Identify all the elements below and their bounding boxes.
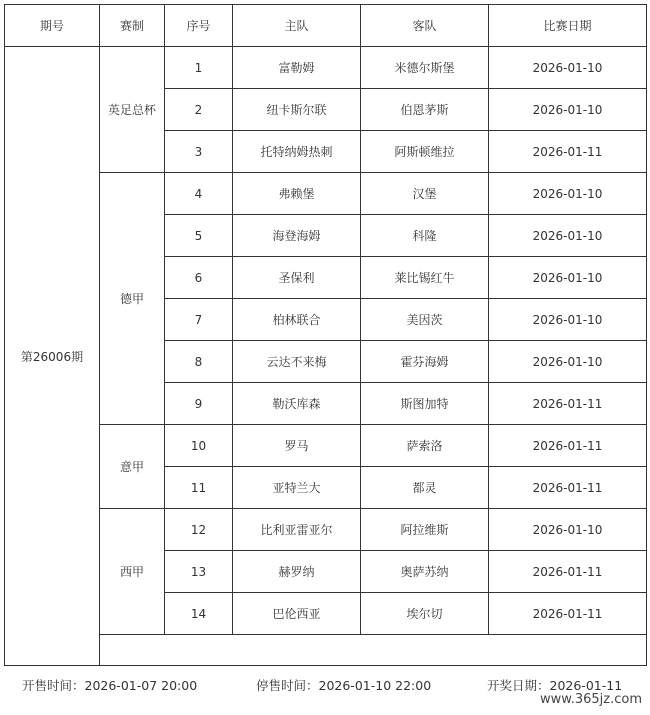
match-index: 5 [165,215,233,257]
away-team: 莱比锡红牛 [361,257,489,299]
home-team: 亚特兰大 [233,467,361,509]
home-team: 纽卡斯尔联 [233,89,361,131]
match-index: 12 [165,509,233,551]
header-away: 客队 [361,5,489,47]
away-team: 斯图加特 [361,383,489,425]
away-team: 霍芬海姆 [361,341,489,383]
away-team: 阿斯顿维拉 [361,131,489,173]
away-team: 米德尔斯堡 [361,47,489,89]
match-index: 7 [165,299,233,341]
match-date: 2026-01-10 [489,89,647,131]
watermark: www.365jz.com [540,692,642,707]
match-date: 2026-01-10 [489,341,647,383]
home-team: 海登海姆 [233,215,361,257]
match-row [5,47,647,89]
period-cell: 第26006期 [5,47,100,666]
home-team: 柏林联合 [233,299,361,341]
sale-start-time: 开售时间：2026-01-07 20:00 [22,678,198,693]
competition-cell: 德甲 [100,173,165,425]
match-date: 2026-01-11 [489,467,647,509]
away-team: 汉堡 [361,173,489,215]
match-date: 2026-01-10 [489,257,647,299]
sale-stop-time: 停售时间：2026-01-10 22:00 [256,678,432,693]
competition-cell: 意甲 [100,425,165,509]
home-team: 圣保利 [233,257,361,299]
competition-cell: 英足总杯 [100,47,165,173]
competition-cell: 西甲 [100,509,165,635]
match-date: 2026-01-11 [489,593,647,635]
home-team: 云达不来梅 [233,341,361,383]
draw-date: 开奖日期：2026-01-11 [487,678,623,693]
match-index: 3 [165,131,233,173]
match-date: 2026-01-10 [489,173,647,215]
away-team: 都灵 [361,467,489,509]
home-team: 弗赖堡 [233,173,361,215]
blank-cell [100,635,647,666]
away-team: 美因茨 [361,299,489,341]
match-index: 10 [165,425,233,467]
match-index: 8 [165,341,233,383]
header-home: 主队 [233,5,361,47]
home-team: 罗马 [233,425,361,467]
match-row [5,425,647,467]
match-index: 2 [165,89,233,131]
away-team: 埃尔切 [361,593,489,635]
match-date: 2026-01-11 [489,383,647,425]
match-index: 1 [165,47,233,89]
match-index: 9 [165,383,233,425]
match-index: 11 [165,467,233,509]
match-date: 2026-01-10 [489,509,647,551]
header-date: 比赛日期 [489,5,647,47]
home-team: 勒沃库森 [233,383,361,425]
away-team: 伯恩茅斯 [361,89,489,131]
away-team: 萨索洛 [361,425,489,467]
match-date: 2026-01-10 [489,47,647,89]
header-competition: 赛制 [100,5,165,47]
match-date: 2026-01-10 [489,215,647,257]
match-row [5,509,647,551]
home-team: 赫罗纳 [233,551,361,593]
header-row [5,5,647,47]
home-team: 托特纳姆热刺 [233,131,361,173]
match-index: 6 [165,257,233,299]
match-date: 2026-01-10 [489,299,647,341]
header-period: 期号 [5,5,100,47]
home-team: 富勒姆 [233,47,361,89]
away-team: 科隆 [361,215,489,257]
match-row [5,173,647,215]
schedule-table [4,4,647,666]
match-index: 13 [165,551,233,593]
match-index: 4 [165,173,233,215]
away-team: 阿拉维斯 [361,509,489,551]
header-index: 序号 [165,5,233,47]
match-date: 2026-01-11 [489,131,647,173]
home-team: 巴伦西亚 [233,593,361,635]
home-team: 比利亚雷亚尔 [233,509,361,551]
match-index: 14 [165,593,233,635]
blank-row [5,635,647,666]
away-team: 奥萨苏纳 [361,551,489,593]
match-date: 2026-01-11 [489,425,647,467]
match-date: 2026-01-11 [489,551,647,593]
